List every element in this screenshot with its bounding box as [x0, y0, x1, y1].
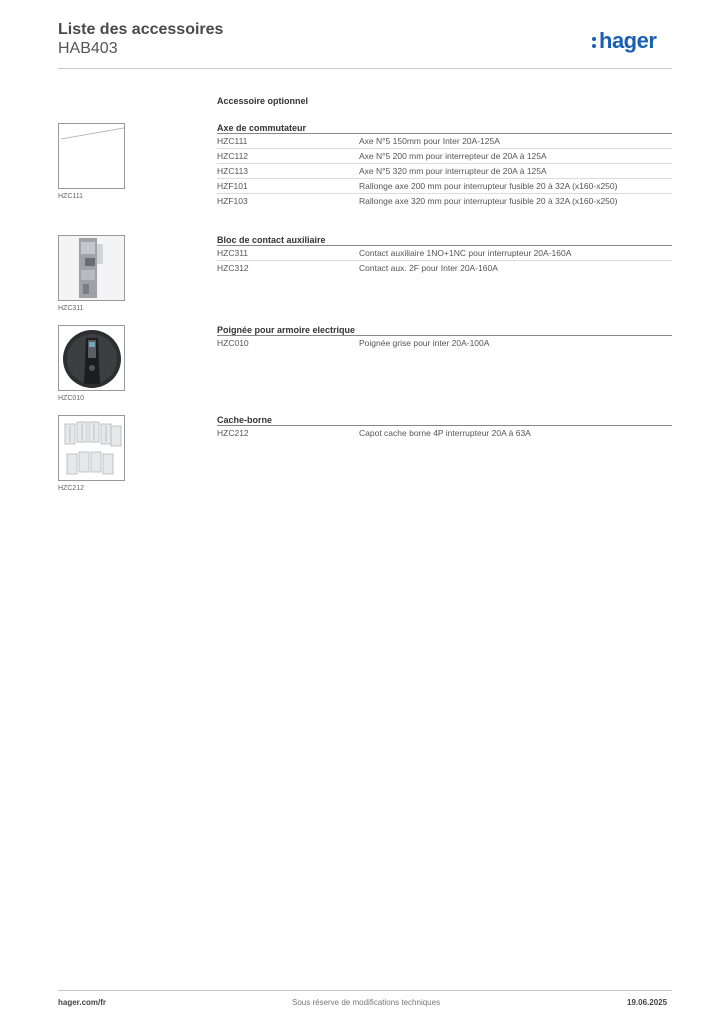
section-title: Axe de commutateur [217, 122, 672, 134]
section-cache-borne [217, 414, 672, 441]
section-poignee [217, 324, 672, 351]
product-description: Rallonge axe 320 mm pour interrupteur fusible 20 à 32A (x160-x250) [359, 196, 618, 206]
product-code: HZC311 [217, 248, 249, 258]
product-description: Contact auxiliaire 1NO+1NC pour interrupteur 20A-160A [359, 248, 572, 258]
product-description: Axe N°5 200 mm pour interrepteur de 20A à 125A [359, 151, 547, 161]
footer-notice: Sous réserve de modifications techniques [292, 998, 441, 1007]
table-row [217, 194, 672, 209]
product-code: HZF103 [217, 196, 248, 206]
axis-product-image [58, 123, 125, 189]
footer-date: 19.06.2025 [627, 998, 668, 1007]
product-description: Axe N°5 320 mm pour interrupteur de 20A à 125A [359, 166, 547, 176]
product-code: HZC212 [217, 428, 249, 438]
product-code: HZC112 [217, 151, 249, 161]
terminal-cover-product-image [58, 415, 125, 481]
footer-website-link[interactable]: hager.com/fr [58, 998, 107, 1007]
product-reference: HAB403 [58, 40, 118, 57]
table-row [217, 426, 672, 441]
section-bloc-contact [217, 234, 672, 276]
table-row [217, 164, 672, 179]
header-divider [58, 68, 672, 69]
table-row [217, 179, 672, 194]
product-description: Axe N°5 150mm pour Inter 20A-125A [359, 136, 500, 146]
product-description: Capot cache borne 4P interrupteur 20A à 63A [359, 428, 531, 438]
table-row [217, 261, 672, 276]
product-code: HZC312 [217, 263, 249, 273]
page-title: Liste des accessoires [58, 21, 224, 38]
image-caption: HZC212 [58, 485, 85, 492]
product-code: HZF101 [217, 181, 248, 191]
table-row [217, 134, 672, 149]
footer-divider [58, 990, 672, 991]
table-row [217, 149, 672, 164]
product-description: Rallonge axe 200 mm pour interrupteur fusible 20 à 32A (x160-x250) [359, 181, 618, 191]
table-row [217, 336, 672, 351]
product-code: HZC111 [217, 136, 248, 146]
product-description: Poignée grise pour inter 20A-100A [359, 338, 490, 348]
section-axe-commutateur [217, 122, 672, 209]
handle-product-image [58, 325, 125, 391]
product-description: Contact aux. 2F pour Inter 20A-160A [359, 263, 498, 273]
section-title: Cache-borne [217, 414, 672, 426]
logo-dots-icon [592, 34, 598, 48]
image-caption: HZC311 [58, 305, 84, 312]
image-caption: HZC111 [58, 193, 84, 200]
table-row [217, 246, 672, 261]
optional-accessories-title: Accessoire optionnel [217, 96, 309, 106]
logo-text: hager [599, 28, 657, 53]
contact-block-product-image [58, 235, 125, 301]
section-title: Poignée pour armoire electrique [217, 324, 672, 336]
hager-logo [592, 28, 656, 54]
product-code: HZC010 [217, 338, 249, 348]
product-code: HZC113 [217, 166, 249, 176]
section-title: Bloc de contact auxiliaire [217, 234, 672, 246]
image-caption: HZC010 [58, 395, 85, 402]
